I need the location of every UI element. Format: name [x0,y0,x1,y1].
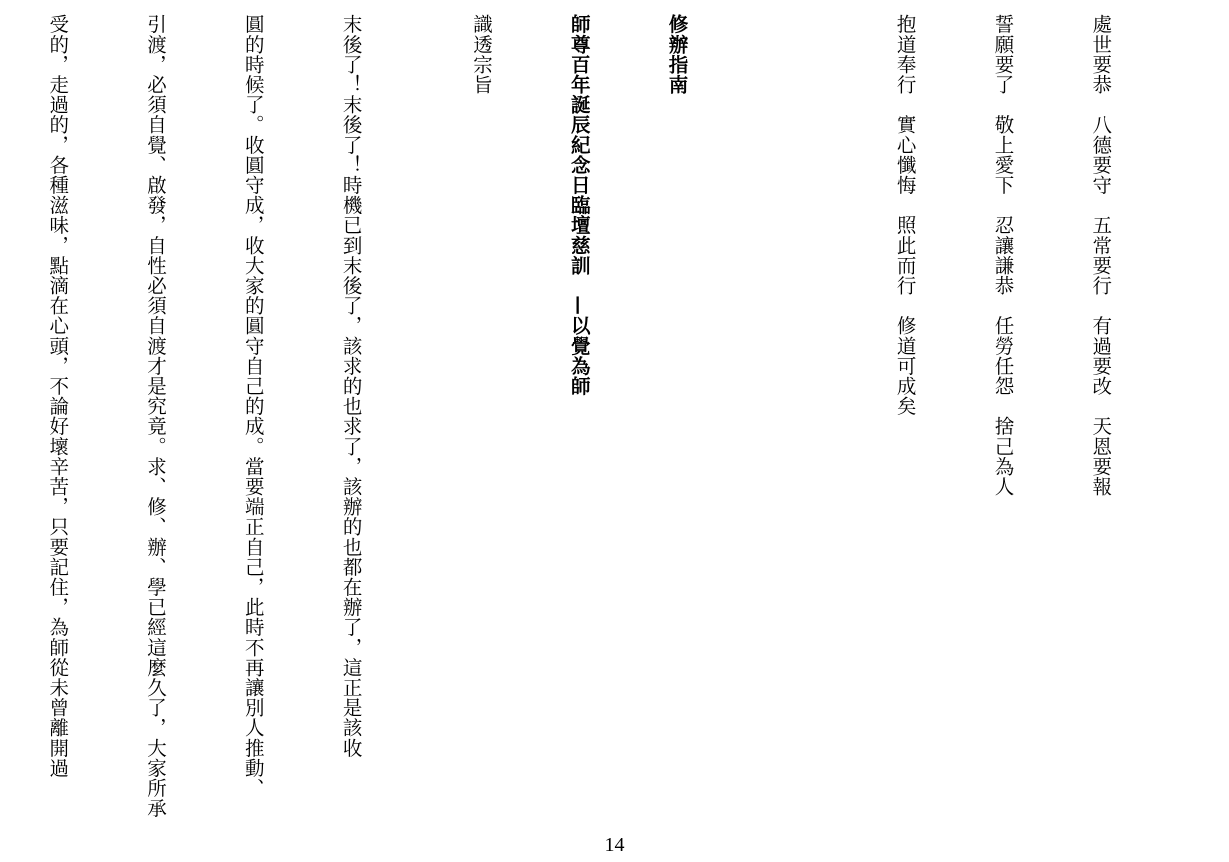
motto-line: 抱道奉行 實心懺悔 照此而行 修道可成矣 [893,14,917,416]
blank-column [790,14,823,819]
page-number: 14 [604,834,625,856]
paragraph-line: 圓的時候了。收圓守成，收大家的圓守自己的成。當要端正自己，此時不再讓別人推動、 [241,14,265,798]
intro-label: 識透宗旨 [469,14,493,95]
paragraph-line: 受的，走過的，各種滋味，點滴在心頭，不論好壞辛苦，只要記住，為師從未曾離開過 [46,14,70,778]
motto-line: 誓願要了 敬上愛下 忍讓謙恭 任勞任怨 捨己為人 [991,14,1015,497]
paragraph-line: 引渡，必須自覺、啟發，自性必須自渡才是究竟。求、修、辦、學已經這麼久了，大家所承 [144,14,167,818]
guide-heading: 修辦指南 [665,14,689,95]
discourse-title: 師尊百年誕辰紀念日臨壇慈訓 —以覺為師 [567,14,591,396]
motto-line: 處世要恭 八德要守 五常要行 有過要改 天恩要報 [1089,14,1113,497]
vertical-text-body [22,14,1214,819]
paragraph-line: 末後了！末後了！時機已到末後了，該求的也求了，該辦的也都在辦了，這正是該收 [339,14,363,758]
